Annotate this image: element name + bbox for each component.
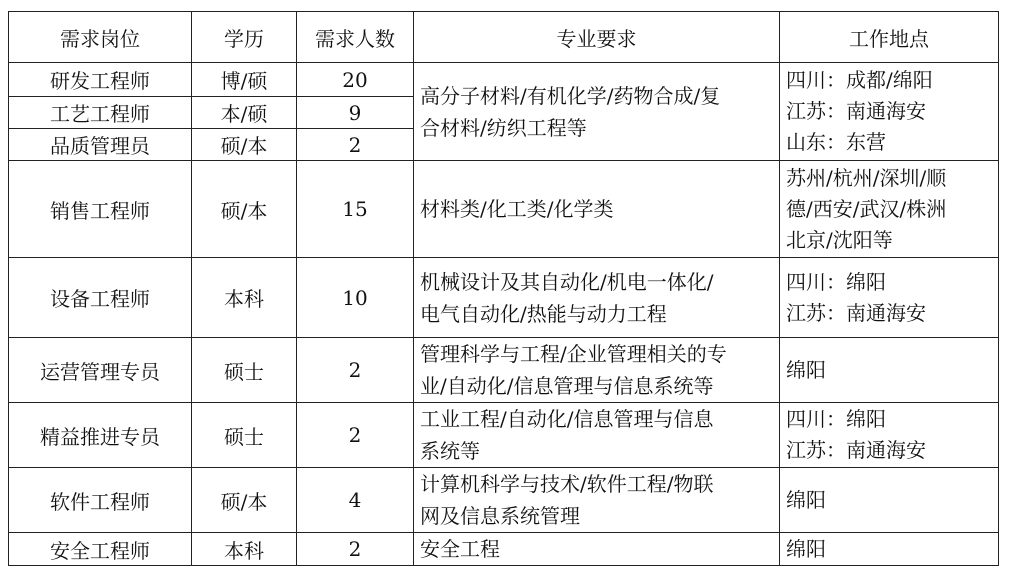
major-cell	[414, 258, 780, 338]
major-line: 管理科学与工程/企业管理相关的专	[420, 342, 727, 366]
table-row	[9, 258, 999, 338]
location-line: 绵阳	[786, 357, 826, 382]
count-cell: 20	[297, 63, 414, 97]
major-cell	[414, 161, 780, 258]
major-line: 系统等	[420, 439, 480, 463]
position-cell: 运营管理专员	[9, 338, 192, 403]
location-cell	[780, 533, 999, 566]
table-row	[9, 533, 999, 566]
location-cell	[780, 258, 999, 338]
location-line: 四川：成都/绵阳	[786, 68, 933, 92]
table-row	[9, 403, 999, 468]
location-line: 北京/沈阳等	[786, 227, 893, 252]
location-cell	[780, 161, 999, 258]
education-cell: 硕/本	[192, 161, 297, 258]
position-cell: 销售工程师	[9, 161, 192, 258]
education-cell: 硕士	[192, 338, 297, 403]
education-cell: 硕/本	[192, 129, 297, 161]
table-row	[9, 468, 999, 533]
count-cell: 9	[297, 97, 414, 129]
education-cell: 本科	[192, 258, 297, 338]
position-cell: 品质管理员	[9, 129, 192, 161]
education-cell: 硕/本	[192, 468, 297, 533]
major-cell	[414, 468, 780, 533]
count-cell: 2	[297, 403, 414, 468]
major-cell	[414, 533, 780, 566]
education-cell: 本/硕	[192, 97, 297, 129]
major-line: 计算机科学与技术/软件工程/物联	[420, 472, 714, 496]
header-row	[9, 12, 999, 63]
major-line: 安全工程	[420, 537, 500, 561]
major-line: 工业工程/自动化/信息管理与信息	[420, 407, 714, 431]
header-education: 学历	[192, 12, 297, 63]
location-line: 四川：绵阳	[786, 269, 886, 294]
major-line: 合材料/纺织工程等	[420, 115, 587, 140]
location-line: 绵阳	[786, 536, 826, 561]
major-line: 高分子材料/有机化学/药物合成/复	[420, 83, 721, 108]
count-cell: 15	[297, 161, 414, 258]
position-cell: 工艺工程师	[9, 97, 192, 129]
location-line: 四川：绵阳	[786, 407, 886, 431]
count-cell: 2	[297, 533, 414, 566]
position-cell: 研发工程师	[9, 63, 192, 97]
location-cell	[780, 468, 999, 533]
education-cell: 博/硕	[192, 63, 297, 97]
major-line: 电气自动化/热能与动力工程	[420, 301, 667, 326]
location-line: 江苏：南通海安	[786, 438, 926, 462]
position-cell: 精益推进专员	[9, 403, 192, 468]
location-cell	[780, 403, 999, 468]
table-row	[9, 161, 999, 258]
location-line: 江苏：南通海安	[786, 99, 926, 123]
location-line: 德/西安/武汉/株洲	[786, 196, 947, 221]
position-cell: 设备工程师	[9, 258, 192, 338]
location-cell	[780, 338, 999, 403]
location-line: 苏州/杭州/深圳/顺	[786, 165, 947, 190]
header-location: 工作地点	[780, 12, 999, 63]
count-cell: 10	[297, 258, 414, 338]
location-line: 绵阳	[786, 487, 826, 512]
major-line: 材料类/化工类/化学类	[420, 197, 614, 221]
header-position: 需求岗位	[9, 12, 192, 63]
location-line: 江苏：南通海安	[786, 300, 926, 325]
header-count: 需求人数	[297, 12, 414, 63]
location-cell	[780, 63, 999, 161]
count-cell: 2	[297, 129, 414, 161]
education-cell: 硕士	[192, 403, 297, 468]
table-row	[9, 63, 999, 97]
recruitment-table	[8, 11, 999, 566]
major-cell	[414, 338, 780, 403]
major-line: 网及信息系统管理	[420, 504, 580, 528]
location-line: 山东：东营	[786, 130, 886, 154]
major-line: 业/自动化/信息管理与信息系统等	[420, 374, 714, 398]
major-cell	[414, 403, 780, 468]
position-cell: 软件工程师	[9, 468, 192, 533]
major-line: 机械设计及其自动化/机电一体化/	[420, 269, 714, 294]
header-major: 专业要求	[414, 12, 780, 63]
count-cell: 2	[297, 338, 414, 403]
position-cell: 安全工程师	[9, 533, 192, 566]
count-cell: 4	[297, 468, 414, 533]
major-cell	[414, 63, 780, 161]
table-row	[9, 338, 999, 403]
education-cell: 本科	[192, 533, 297, 566]
